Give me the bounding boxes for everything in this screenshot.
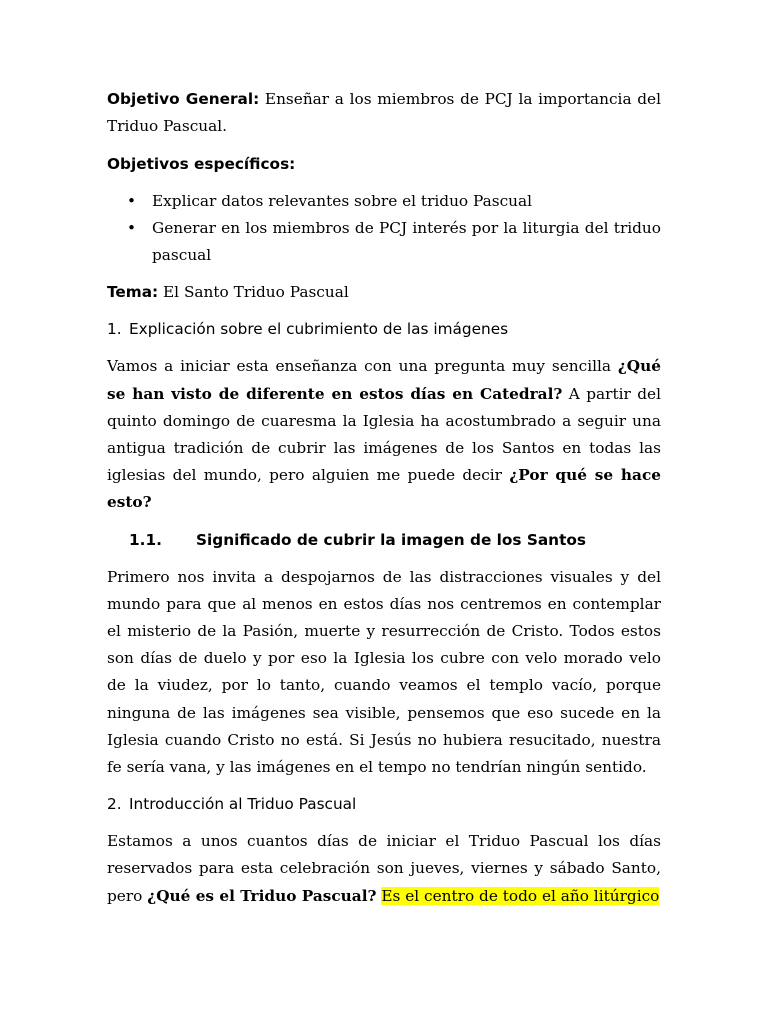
objetivo-general-label: Objetivo General: bbox=[107, 90, 260, 108]
section-1-1-number: 1.1. bbox=[129, 530, 162, 549]
objetivos-list bbox=[107, 188, 661, 270]
section-1-title: Explicación sobre el cubrimiento de las imágenes bbox=[129, 320, 509, 339]
list-item-text: Explicar datos relevantes sobre el triduo Pascual bbox=[152, 191, 533, 210]
section-2-number: 2. bbox=[107, 795, 122, 814]
objetivos-especificos-heading bbox=[107, 151, 661, 178]
document-body bbox=[107, 86, 661, 910]
tema-text: El Santo Triduo Pascual bbox=[158, 283, 349, 302]
objetivo-general-text: Enseñar a los miembros de PCJ la importancia del Triduo Pascual. bbox=[107, 90, 662, 136]
triduo-paragraph bbox=[107, 828, 661, 910]
triduo-question: ¿Qué es el Triduo Pascual? bbox=[147, 886, 377, 905]
list-item bbox=[107, 215, 661, 269]
intro-text-2: A partir del quinto domingo de cuaresma la Iglesia ha acostumbrado a seguir una antigua tradición de cubrir las imágenes de los Santos en todas las iglesias del mundo, pero alguien me puede decir bbox=[107, 384, 661, 485]
triduo-text-1: Estamos a unos cuantos días de iniciar el Triduo Pascual los días reservados para esta celebración son jueves, viernes y sábado Santo, pero bbox=[107, 832, 661, 905]
intro-question-1: ¿Qué se han visto de diferente en estos días en Catedral? bbox=[107, 357, 661, 403]
section-1-1-title: Significado de cubrir la imagen de los Santos bbox=[196, 530, 586, 549]
section-2-heading bbox=[107, 791, 661, 818]
tema-label: Tema: bbox=[107, 283, 159, 302]
objetivos-especificos-label: Objetivos específicos: bbox=[107, 155, 296, 174]
highlighted-text: Es el centro de todo el año litúrgico bbox=[381, 886, 660, 905]
section-2-title: Introducción al Triduo Pascual bbox=[129, 795, 357, 814]
list-item-text: Generar en los miembros de PCJ interés por la liturgia del triduo pascual bbox=[152, 218, 661, 265]
section-1-number: 1. bbox=[107, 320, 122, 339]
objetivo-general-paragraph bbox=[107, 86, 661, 140]
intro-text-1: Vamos a iniciar esta enseñanza con una pregunta muy sencilla bbox=[107, 357, 618, 376]
intro-question-2: ¿Por qué se hace esto? bbox=[107, 466, 661, 512]
significado-paragraph: Primero nos invita a despojarnos de las distracciones visuales y del mundo para que al menos en estos días nos centremos en contemplar el misterio de la Pasión, muerte y resurrección de Cristo. Todos estos son días de duelo y por eso la Iglesia los cubre con velo morado velo de la viudez, por lo tanto, cuando veamos el templo vacío, porque ninguna de las imágenes sea visible, pensemos que eso sucede en la Iglesia cuando Cristo no está. Si Jesús no hubiera resucitado, nuestra fe sería vana, y las imágenes en el tempo no tendrían ningún sentido. bbox=[107, 567, 661, 777]
section-1-heading bbox=[107, 316, 661, 343]
intro-paragraph bbox=[107, 353, 661, 516]
section-1-1-heading bbox=[107, 527, 661, 554]
tema-paragraph bbox=[107, 279, 661, 306]
list-item bbox=[107, 188, 661, 215]
bullet-icon: • bbox=[127, 218, 137, 237]
bullet-icon: • bbox=[127, 191, 137, 210]
